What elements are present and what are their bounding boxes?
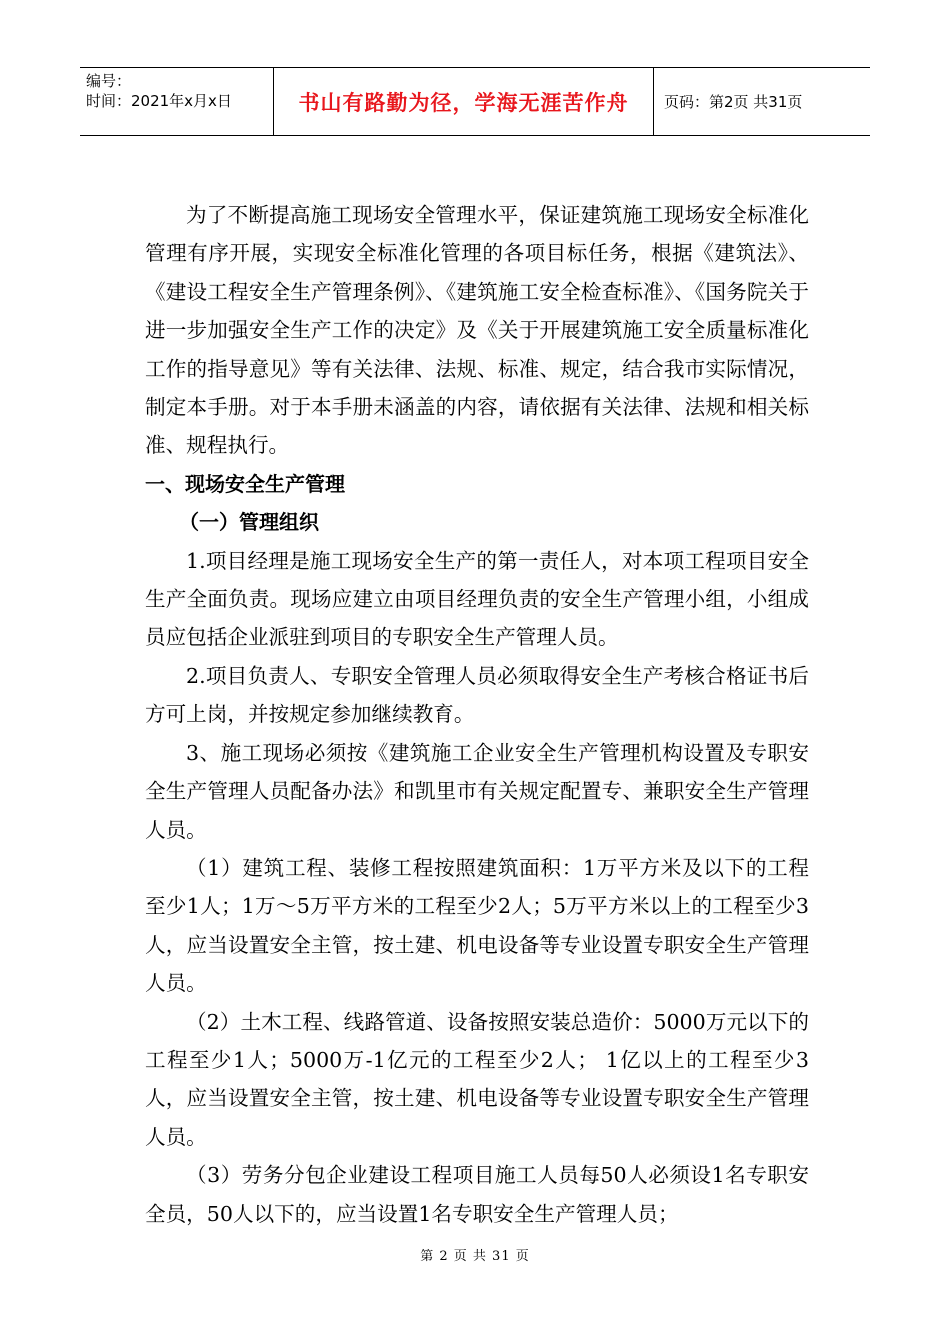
header-motto: 书山有路勤为径，学海无涯苦作舟 — [298, 90, 629, 115]
body-paragraph: 2.项目负责人、专职安全管理人员必须取得安全生产考核合格证书后方可上岗，并按规定参加继续教育。 — [145, 663, 809, 727]
document-number-label: 编号： — [86, 72, 132, 90]
subsection-heading: （一）管理组织 — [179, 510, 319, 535]
intro-paragraph: 为了不断提高施工现场安全管理水平，保证建筑施工现场安全标准化管理有序开展，实现安全标准化管理的各项目标任务，根据《建筑法》、《建设工程安全生产管理条例》、《建筑施工安全检查标准》、《国务院关于进一步加强安全生产工作的决定》及《关于开展建筑施工安全质量标准化工作的指导意见》等有关法律、法规、标准、规定，结合我市实际情况，制定本手册。对于本手册未涵盖的内容，请依据有关法律、法规和相关标准、规程执行。 — [145, 203, 809, 458]
header-info-cell — [80, 68, 274, 135]
body-paragraph: （1）建筑工程、装修工程按照建筑面积：1万平方米及以下的工程至少1人；1万～5万平方米的工程至少2人；5万平方米以上的工程至少3人，应当设置安全主管，按土建、机电设备等专业设置专职安全生产管理人员。 — [145, 855, 809, 996]
section-heading: 一、现场安全生产管理 — [145, 471, 345, 496]
body-paragraph: 1.项目经理是施工现场安全生产的第一责任人，对本项工程项目安全生产全面负责。现场应建立由项目经理负责的安全生产管理小组，小组成员应包括企业派驻到项目的专职安全生产管理人员。 — [145, 548, 809, 650]
page-header — [80, 67, 870, 136]
header-page-cell — [654, 68, 870, 135]
body-paragraph: （3）劳务分包企业建设工程项目施工人员每50人必须设1名专职安全员，50人以下的，应当设置1名专职安全生产管理人员； — [145, 1163, 809, 1226]
page-footer: 第 2 页 共 31 页 — [420, 1249, 530, 1264]
header-page-info: 页码：第2页 共31页 — [664, 93, 803, 111]
document-body — [145, 196, 809, 1233]
document-time-label: 时间：2021年x月x日 — [86, 92, 232, 110]
header-motto-cell — [274, 68, 654, 135]
body-paragraph: 3、施工现场必须按《建筑施工企业安全生产管理机构设置及专职安全生产管理人员配备办法》和凯里市有关规定配置专、兼职安全生产管理人员。 — [145, 740, 809, 842]
body-paragraph: （2）土木工程、线路管道、设备按照安装总造价：5000万元以下的工程至少1人；5000万-1亿元的工程至少2人； 1亿以上的工程至少3人，应当设置安全主管，按土建、机电设备等专业设置专职安全生产管理人员。 — [145, 1009, 809, 1149]
